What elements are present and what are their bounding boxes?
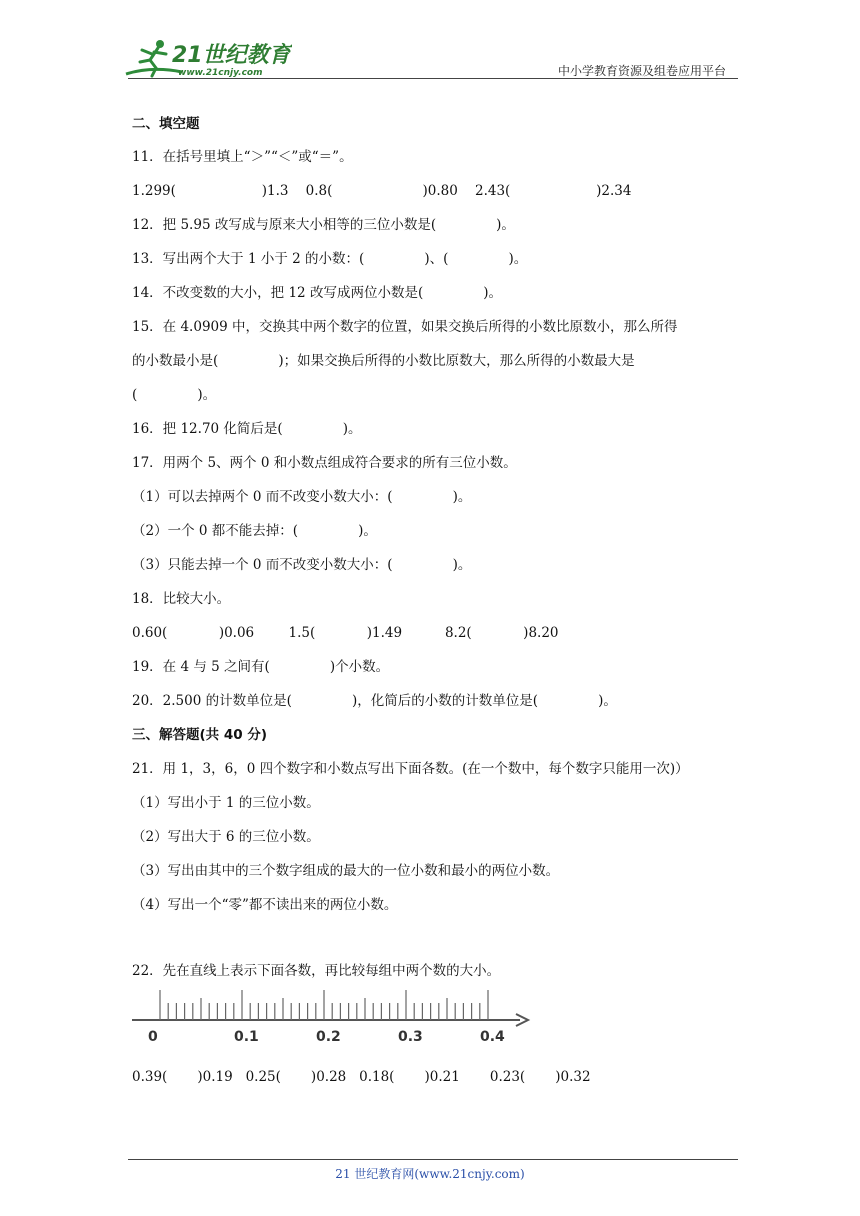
number-line-label: 0.1 xyxy=(234,1029,259,1045)
question-line: ( )。 xyxy=(132,387,217,403)
question-line: 12．把 5.95 改写成与原来大小相等的三位小数是( )。 xyxy=(132,217,515,233)
header-divider xyxy=(128,78,738,79)
question-line: 19．在 4 与 5 之间有( )个小数。 xyxy=(132,659,390,675)
question-line: 16．把 12.70 化简后是( )。 xyxy=(132,421,362,437)
site-logo xyxy=(122,36,292,80)
question-line: 14．不改变数的大小，把 12 改写成两位小数是( )。 xyxy=(132,285,503,301)
number-line-label: 0 xyxy=(148,1029,158,1045)
question-line: （3）只能去掉一个 0 而不改变小数大小：( )。 xyxy=(132,557,472,573)
runner-logo-icon xyxy=(122,36,292,80)
question-line: （3）写出由其中的三个数字组成的最大的一位小数和最小的两位小数。 xyxy=(132,863,560,879)
number-line-label: 0.4 xyxy=(480,1029,505,1045)
question-line: 17．用两个 5、两个 0 和小数点组成符合要求的所有三位小数。 xyxy=(132,455,517,471)
logo-text: 21世纪教育 xyxy=(172,43,291,68)
number-line-label: 0.3 xyxy=(398,1029,423,1045)
question-line: 0.60( )0.06 1.5( )1.49 8.2( )8.20 xyxy=(132,625,559,641)
question-line: （4）写出一个“零”都不读出来的两位小数。 xyxy=(132,897,398,913)
question-line: 11．在括号里填上“＞”“＜”或“＝”。 xyxy=(132,149,353,165)
logo-url: www.21cnjy.com xyxy=(178,68,263,78)
question-line: 1.299( )1.3 0.8( )0.80 2.43( )2.34 xyxy=(132,183,632,199)
section-heading: 二、填空题 xyxy=(132,116,200,132)
footer-text: 21 世纪教育网(www.21cnjy.com) xyxy=(335,1167,525,1181)
question-line: 22．先在直线上表示下面各数，再比较每组中两个数的大小。 xyxy=(132,963,501,979)
question-line: 0.39( )0.19 0.25( )0.28 0.18( )0.21 0.23( )0.32 xyxy=(132,1069,591,1085)
section-heading: 三、解答题(共 40 分) xyxy=(132,727,268,743)
question-line: 18．比较大小。 xyxy=(132,591,231,607)
number-line-svg xyxy=(128,985,548,1050)
question-line: 21．用 1，3，6，0 四个数字和小数点写出下面各数。(在一个数中，每个数字只能用一次)） xyxy=(132,761,689,777)
question-line: （2）一个 0 都不能去掉：( )。 xyxy=(132,523,377,539)
question-line: （1）写出小于 1 的三位小数。 xyxy=(132,795,320,811)
number-line-label: 0.2 xyxy=(316,1029,341,1045)
question-line: 的小数最小是( )；如果交换后所得的小数比原数大，那么所得的小数最大是 xyxy=(132,353,635,369)
footer-divider xyxy=(128,1159,738,1160)
question-line: 13．写出两个大于 1 小于 2 的小数：( )、( )。 xyxy=(132,251,528,267)
question-line: （2）写出大于 6 的三位小数。 xyxy=(132,829,320,845)
question-line: （1）可以去掉两个 0 而不改变小数大小：( )。 xyxy=(132,489,472,505)
header-platform-text: 中小学教育资源及组卷应用平台 xyxy=(557,64,726,78)
question-line: 15．在 4.0909 中，交换其中两个数字的位置，如果交换后所得的小数比原数小，那么所得 xyxy=(132,319,678,335)
question-line: 20．2.500 的计数单位是( )，化简后的小数的计数单位是( )。 xyxy=(132,693,617,709)
number-line xyxy=(128,985,548,1050)
